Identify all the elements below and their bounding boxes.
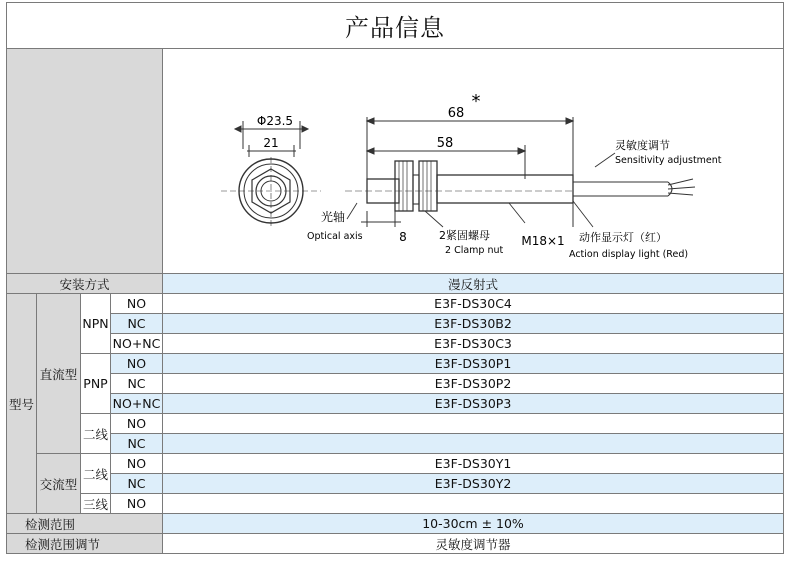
side-view xyxy=(345,117,695,227)
three-wire-label: 三线 xyxy=(81,494,111,514)
output-nc: NC xyxy=(111,374,163,394)
model-npn-nonc: E3F-DS30C3 xyxy=(163,334,784,354)
output-no: NO xyxy=(111,494,163,514)
output-nonc: NO+NC xyxy=(111,394,163,414)
output-nc: NC xyxy=(111,474,163,494)
model-empty xyxy=(163,494,784,514)
dimension-drawing-cell xyxy=(163,49,784,274)
table-row xyxy=(7,494,784,514)
drawing-row xyxy=(7,49,784,274)
adjust-label: 检测范围调节 xyxy=(7,534,163,554)
model-ac-nc: E3F-DS30Y2 xyxy=(163,474,784,494)
adjust-value: 灵敏度调节器 xyxy=(163,534,784,554)
model-ac-no: E3F-DS30Y1 xyxy=(163,454,784,474)
model-pnp-nonc: E3F-DS30P3 xyxy=(163,394,784,414)
total-length: 68 xyxy=(447,106,465,121)
model-pnp-nc: E3F-DS30P2 xyxy=(163,374,784,394)
table-row xyxy=(7,294,784,314)
clamp-nut-label-en: 2 Clamp nut xyxy=(445,245,504,256)
action-light-label-cn: 动作显示灯（红） xyxy=(579,231,667,244)
inner-dimension: 21 xyxy=(263,136,279,150)
product-info-sheet xyxy=(6,2,783,574)
model-npn-nc: E3F-DS30B2 xyxy=(163,314,784,334)
range-row xyxy=(7,514,784,534)
model-npn-no: E3F-DS30C4 xyxy=(163,294,784,314)
thread-dimension: M18×1 xyxy=(521,234,565,248)
output-nc: NC xyxy=(111,314,163,334)
page-title: 产品信息 xyxy=(7,3,784,49)
optical-axis-label-cn: 光轴 xyxy=(321,210,346,224)
drawing-label-cell xyxy=(7,49,163,274)
ac-type-label: 交流型 xyxy=(37,454,81,514)
title-row xyxy=(7,3,784,49)
spec-table xyxy=(6,2,784,554)
output-no: NO xyxy=(111,454,163,474)
two-wire-label: 二线 xyxy=(81,454,111,494)
output-no: NO xyxy=(111,354,163,374)
two-wire-label: 二线 xyxy=(81,414,111,454)
table-row xyxy=(7,334,784,354)
npn-label: NPN xyxy=(81,294,111,354)
model-pnp-no: E3F-DS30P1 xyxy=(163,354,784,374)
table-row xyxy=(7,394,784,414)
table-row xyxy=(7,454,784,474)
model-empty xyxy=(163,414,784,434)
diameter-dimension: Φ23.5 xyxy=(256,114,294,128)
clamp-nut-label-cn: 2紧固螺母 xyxy=(439,229,490,242)
sensitivity-label-cn: 灵敏度调节 xyxy=(615,139,670,152)
sensitivity-label-en: Sensitivity adjustment xyxy=(615,155,722,166)
install-label: 安装方式 xyxy=(7,274,163,294)
output-nc: NC xyxy=(111,434,163,454)
pnp-label: PNP xyxy=(81,354,111,414)
total-length-mark: * xyxy=(471,91,481,112)
action-light-label-en: Action display light (Red) xyxy=(569,249,689,260)
table-row xyxy=(7,374,784,394)
table-row xyxy=(7,414,784,434)
range-label: 检测范围 xyxy=(7,514,163,534)
output-no: NO xyxy=(111,294,163,314)
body-length: 58 xyxy=(436,136,454,151)
output-nonc: NO+NC xyxy=(111,334,163,354)
output-no: NO xyxy=(111,414,163,434)
gap-dimension: 8 xyxy=(399,230,407,244)
table-row xyxy=(7,474,784,494)
optical-axis-label-en: Optical axis xyxy=(307,231,363,242)
range-value: 10-30cm ± 10% xyxy=(163,514,784,534)
install-row xyxy=(7,274,784,294)
table-row xyxy=(7,434,784,454)
install-value: 漫反射式 xyxy=(163,274,784,294)
model-label: 型号 xyxy=(7,294,37,514)
table-row xyxy=(7,354,784,374)
dc-type-label: 直流型 xyxy=(37,294,81,454)
adjust-row xyxy=(7,534,784,554)
sensor-dimension-drawing xyxy=(163,49,784,273)
table-row xyxy=(7,314,784,334)
model-empty xyxy=(163,434,784,454)
